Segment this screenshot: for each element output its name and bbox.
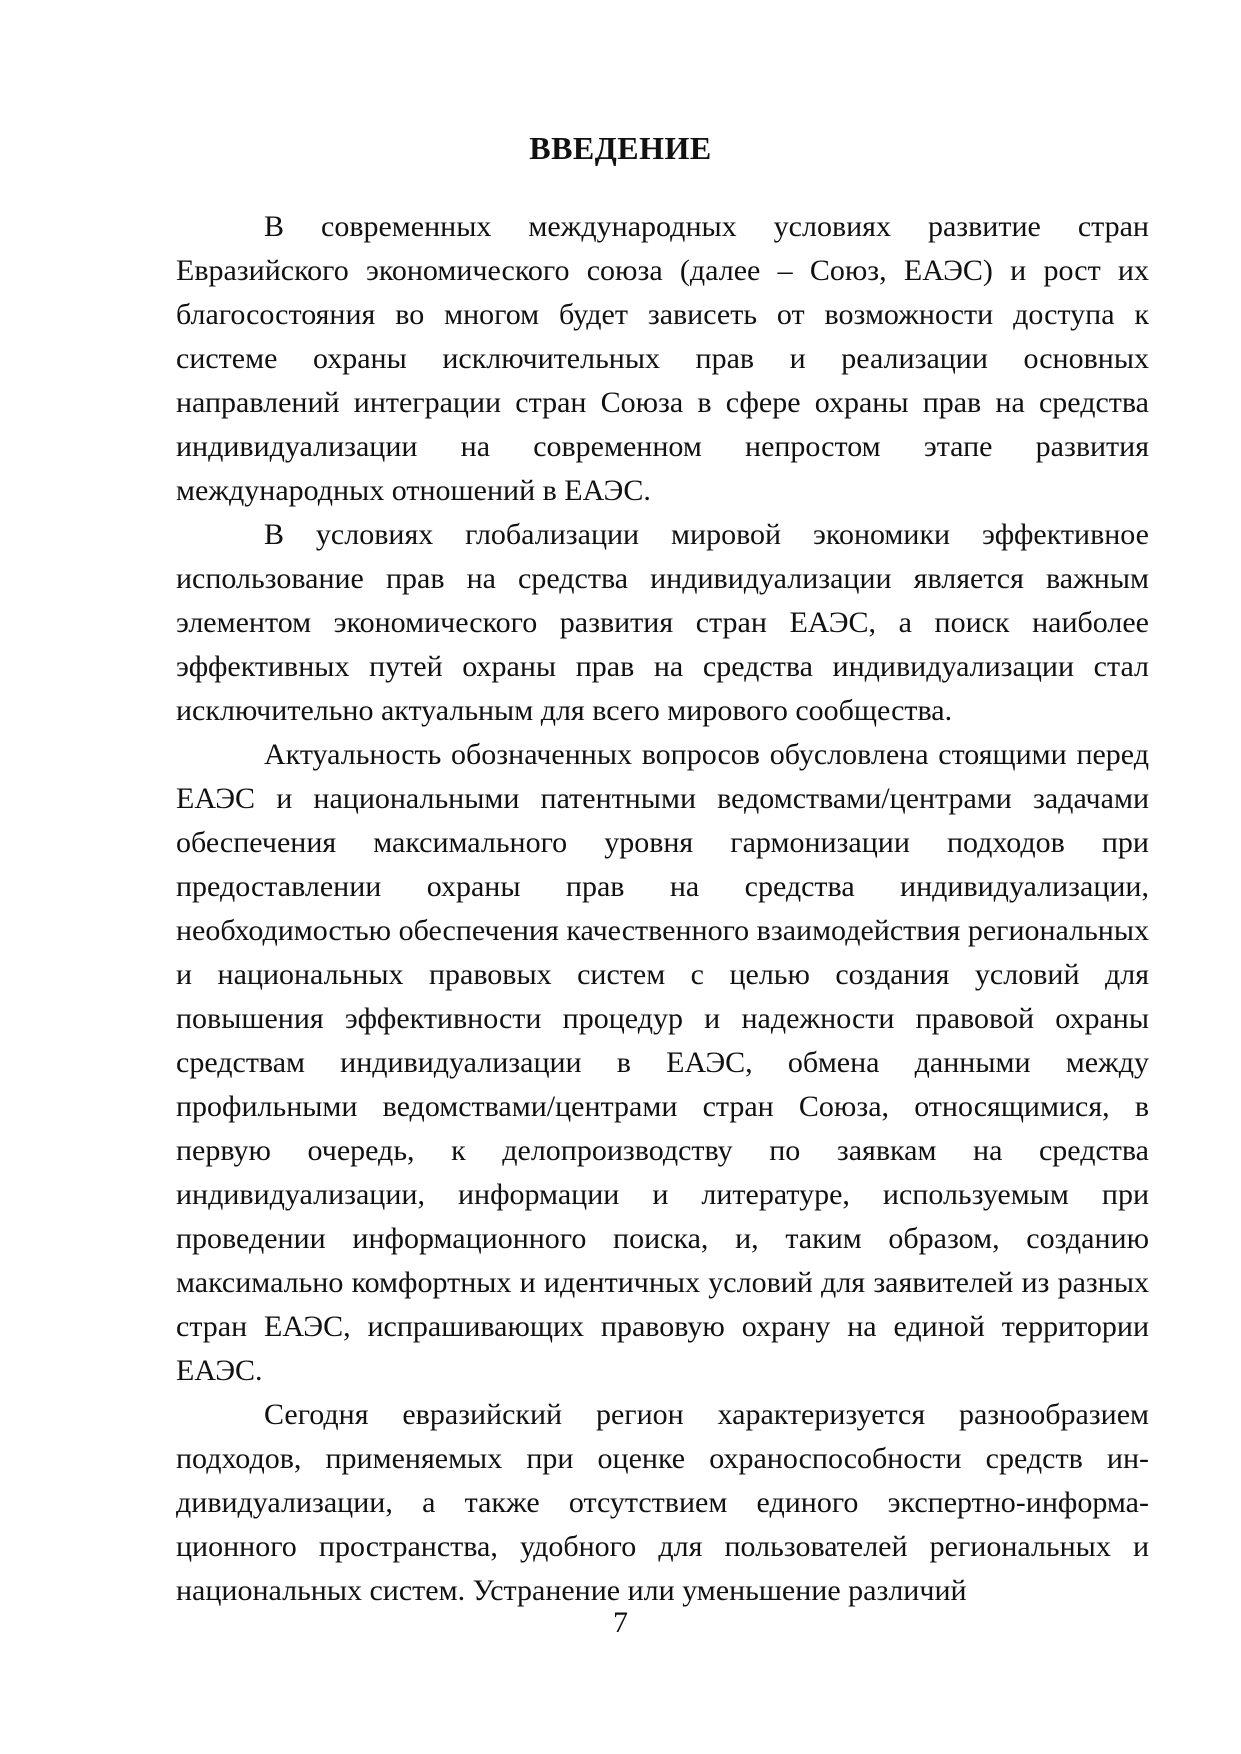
- page-number: 7: [613, 1606, 628, 1639]
- paragraph-3: Актуальность обозначенных вопросов обусловлена стоящими перед ЕАЭС и национальными патентными ведомствами/центрами задачами обеспечения максимального уровня гармонизации подходов при предоставлении охраны прав на средства индивидуализации, необходимостью обеспечения качественного взаимодействия региональных и национальных правовых систем с целью создания условий для повышения эффективности процедур и надежности правовой охраны средствам индивидуализации в ЕАЭС, обмена данными между профильными ведомствами/центрами стран Союза, относящимися, в первую очередь, к делопроизводству по заявкам на средства индивидуализации, информации и литературе, используемым при проведении информационного поиска, и, таким образом, созданию максимально комфортных и идентичных условий для заявителей из разных стран ЕАЭС, испрашивающих правовую охрану на единой территории ЕАЭС.: [176, 738, 1149, 1387]
- page-title: ВВЕДЕНИЕ: [529, 130, 712, 166]
- body-text: [176, 205, 1149, 1613]
- paragraph-2: В условиях глобализации мировой экономики эффективное использование прав на средства индивидуализации является важным элементом экономического развития стран ЕАЭС, а поиск наиболее эффективных путей охраны прав на средства индивидуализации стал исключительно актуальным для всего мирового сообщества.: [176, 518, 1149, 727]
- paragraph-1: В современных международных условиях развитие стран Евразийского экономического союза (далее – Союз, ЕАЭС) и рост их благосостояния во многом будет зависеть от возможности доступа к системе охраны исключительных прав и реализации основных направлений интеграции стран Союза в сфере охраны прав на средства индивидуализации на современном непростом этапе развития международных отношений в ЕАЭС.: [176, 210, 1149, 507]
- paragraph-4: Сегодня евразийский регион характеризуется разнообразием подходов, применяемых при оценке охраноспособности средств индивидуализации, а также отсутствием единого экспертно-информационного пространства, удобного для пользователей региональных и национальных систем. Устранение или уменьшение различий: [176, 1398, 1149, 1607]
